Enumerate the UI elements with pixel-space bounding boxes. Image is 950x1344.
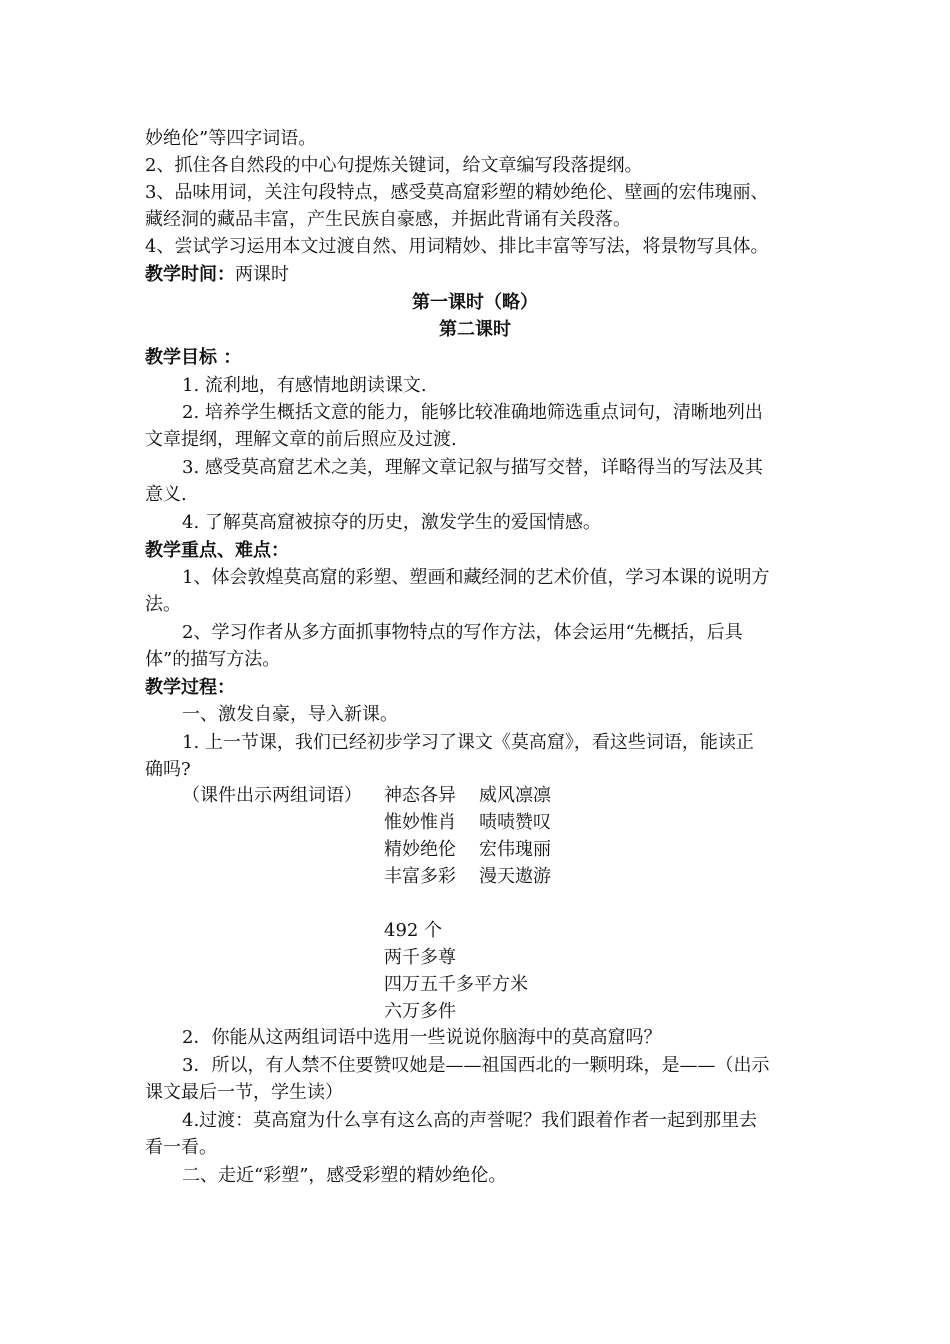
goal-line: 3. 感受莫高窟艺术之美，理解文章记叙与描写交替，详略得当的写法及其 [182, 457, 763, 478]
goal-line: 4. 了解莫高窟被掠夺的历史，激发学生的爱国情感。 [182, 512, 601, 533]
key-points-label: 教学重点、难点： [145, 540, 289, 561]
process-step-title: 一、激发自豪，导入新课。 [182, 704, 398, 725]
word-item: 漫天遨游 [479, 866, 551, 887]
objective-line: 2、抓住各自然段的中心句提炼关键词，给文章编写段落提纲。 [145, 155, 643, 176]
process-question: 确吗? [145, 759, 191, 780]
teaching-time-value: 两课时 [235, 264, 289, 285]
process-line: 3．所以，有人禁不住要赞叹她是——祖国西北的一颗明珠，是——（出示 [182, 1055, 770, 1076]
goal-line: 1. 流利地，有感情地朗读课文. [182, 375, 427, 396]
teaching-time [145, 261, 289, 288]
objective-line: 3、品味用词，关注句段特点，感受莫高窟彩塑的精妙绝伦、壁画的宏伟瑰丽、 [145, 182, 769, 203]
number-item: 四万五千多平方米 [384, 974, 528, 995]
number-item: 六万多件 [384, 1001, 456, 1022]
words-label: （课件出示两组词语） [182, 785, 362, 806]
word-item: 宏伟瑰丽 [479, 839, 551, 860]
process-line: 2．你能从这两组词语中选用一些说说你脑海中的莫高窟吗？ [182, 1027, 662, 1048]
word-item: 神态各异 [384, 785, 456, 806]
goals-label: 教学目标 ： [145, 347, 242, 368]
teaching-time-label: 教学时间： [145, 264, 235, 285]
objective-line: 妙绝伦”等四字词语。 [145, 128, 317, 149]
process-line: 4.过渡：莫高窟为什么享有这么高的声誉呢？我们跟着作者一起到那里去 [182, 1110, 758, 1131]
key-point-line: 法。 [145, 594, 181, 615]
goal-line: 文章提纲，理解文章的前后照应及过渡. [145, 429, 457, 450]
lesson2-heading: 第二课时 [439, 319, 511, 340]
word-item: 啧啧赞叹 [479, 812, 551, 833]
number-item: 492 个 [384, 920, 443, 941]
key-point-line: 体”的描写方法。 [145, 649, 281, 670]
process-line: 看一看。 [145, 1137, 217, 1158]
process-question: 1. 上一节课，我们已经初步学习了课文《莫高窟》，看这些词语，能读正 [182, 732, 754, 753]
process-step-title: 二、走近“彩塑”，感受彩塑的精妙绝伦。 [182, 1165, 507, 1186]
objective-line: 4、尝试学习运用本文过渡自然、用词精妙、排比丰富等写法，将景物写具体。 [145, 236, 769, 257]
key-point-line: 1、体会敦煌莫高窟的彩塑、塑画和藏经洞的艺术价值，学习本课的说明方 [182, 567, 770, 588]
key-point-line: 2、学习作者从多方面抓事物特点的写作方法，体会运用“先概括，后具 [182, 622, 743, 643]
goal-line: 意义. [145, 484, 187, 505]
process-label: 教学过程： [145, 677, 235, 698]
word-item: 惟妙惟肖 [384, 812, 456, 833]
lesson1-heading: 第一课时（略） [412, 292, 538, 313]
process-line: 课文最后一节，学生读） [145, 1082, 343, 1103]
objective-line: 藏经洞的藏品丰富，产生民族自豪感，并据此背诵有关段落。 [145, 209, 631, 230]
goal-line: 2. 培养学生概括文意的能力，能够比较准确地筛选重点词句，清晰地列出 [182, 402, 763, 423]
word-item: 丰富多彩 [384, 866, 456, 887]
word-item: 威风凛凛 [479, 785, 551, 806]
number-item: 两千多尊 [384, 947, 456, 968]
word-item: 精妙绝伦 [384, 839, 456, 860]
